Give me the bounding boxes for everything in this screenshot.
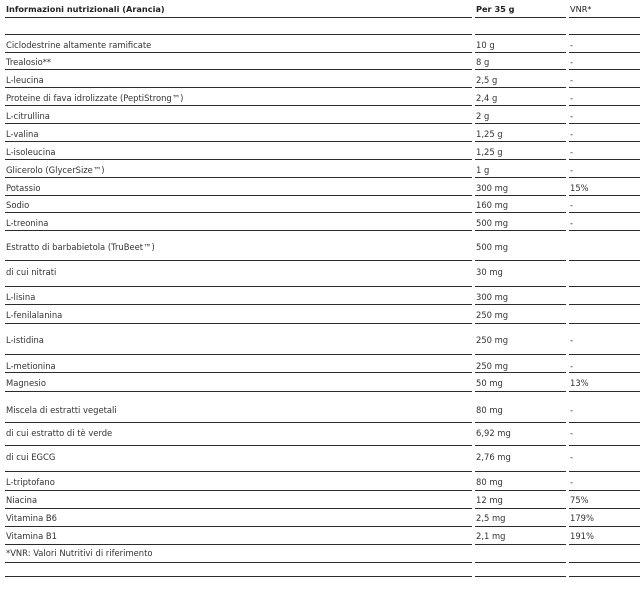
nutrient-name: Vitamina B6: [6, 513, 57, 523]
nutrient-amount: 50 mg: [476, 378, 503, 388]
nutrient-amount: 250 mg: [476, 361, 509, 371]
header-name: Informazioni nutrizionali (Arancia): [6, 4, 165, 14]
trailing-empty-row: [0, 563, 640, 577]
nutrient-vnr: -: [570, 147, 574, 157]
nutrient-vnr: 15%: [570, 183, 589, 193]
table-row: [0, 287, 640, 305]
nutrient-vnr: -: [570, 335, 574, 345]
nutrient-vnr: -: [570, 452, 574, 462]
nutrient-amount: 2,5 g: [476, 75, 498, 85]
nutrient-name: di cui estratto di tè verde: [6, 428, 113, 438]
nutrient-name: Proteine di fava idrolizzate (PeptiStrong™): [6, 93, 184, 103]
table-row: [0, 142, 640, 160]
table-row: [0, 213, 640, 231]
table-row: [0, 70, 640, 88]
header-vnr-cell: [569, 0, 640, 18]
nutrient-vnr: -: [570, 218, 574, 228]
table-row: [0, 88, 640, 106]
nutrient-vnr: 75%: [570, 495, 589, 505]
nutrient-vnr: 13%: [570, 378, 589, 388]
nutrient-name: L-valina: [6, 129, 39, 139]
nutrient-amount: 250 mg: [476, 335, 509, 345]
nutrient-name: L-leucina: [6, 75, 44, 85]
table-header: [0, 0, 640, 18]
nutrient-amount: 300 mg: [476, 183, 509, 193]
nutrient-amount: 8 g: [476, 57, 490, 67]
nutrient-name: L-isoleucina: [6, 147, 56, 157]
empty-cell: [475, 545, 566, 563]
nutrient-name: L-citrullina: [6, 111, 50, 121]
header-vnr: VNR*: [570, 4, 592, 14]
nutrient-amount: 2,5 mg: [476, 513, 506, 523]
header-amount: Per 35 g: [476, 4, 515, 14]
nutrient-vnr: -: [570, 428, 574, 438]
table-row: [0, 446, 640, 472]
table-row: [0, 196, 640, 213]
nutrient-amount: 1 g: [476, 165, 490, 175]
footnote: *VNR: Valori Nutritivi di riferimento: [6, 548, 153, 558]
nutrient-amount: 300 mg: [476, 292, 509, 302]
nutrient-amount: 2 g: [476, 111, 490, 121]
footnote-row: [0, 545, 640, 563]
table-row: [0, 472, 640, 491]
table-row: [0, 509, 640, 527]
nutrient-name: L-triptofano: [6, 477, 55, 487]
nutrient-amount: 1,25 g: [476, 147, 503, 157]
nutrient-vnr: -: [570, 361, 574, 371]
nutrient-amount: 6,92 mg: [476, 428, 511, 438]
table-row: [0, 324, 640, 355]
table-row: [0, 491, 640, 509]
nutrient-name: Miscela di estratti vegetali: [6, 405, 117, 415]
nutrient-name: Trealosio**: [6, 57, 52, 67]
table-row: [0, 178, 640, 196]
nutrient-amount: 2,76 mg: [476, 452, 511, 462]
nutrient-name: L-istidina: [6, 335, 44, 345]
nutrient-vnr: 179%: [570, 513, 594, 523]
nutrient-amount: 250 mg: [476, 310, 509, 320]
nutrient-vnr: -: [570, 200, 574, 210]
nutrient-name: Sodio: [6, 200, 30, 210]
nutrient-amount: 2,4 g: [476, 93, 498, 103]
nutrient-amount: 500 mg: [476, 242, 509, 252]
nutrient-name: L-metionina: [6, 361, 56, 371]
table-row: [0, 355, 640, 373]
nutrient-name: Magnesio: [6, 378, 46, 388]
table-row: [0, 423, 640, 446]
nutrient-amount: 160 mg: [476, 200, 509, 210]
nutrient-name: di cui nitrati: [6, 267, 57, 277]
table-row: [0, 124, 640, 142]
spacer-cell: [5, 18, 472, 35]
nutrient-amount: 30 mg: [476, 267, 503, 277]
empty-cell: [5, 563, 472, 577]
nutrient-vnr: -: [570, 75, 574, 85]
nutrient-vnr: -: [570, 57, 574, 67]
nutrient-name: di cui EGCG: [6, 452, 56, 462]
table-row: [0, 373, 640, 392]
nutrient-amount: 2,1 mg: [476, 531, 506, 541]
empty-cell: [569, 545, 640, 563]
table-row: [0, 305, 640, 324]
table-row: [0, 261, 640, 287]
nutrient-name: Potassio: [6, 183, 41, 193]
header-amount-cell: [475, 0, 566, 18]
table-row: [0, 527, 640, 545]
nutrient-amount: 12 mg: [476, 495, 503, 505]
nutrient-name: Ciclodestrine altamente ramificate: [6, 40, 152, 50]
nutrient-name: Glicerolo (GlycerSize™): [6, 165, 105, 175]
nutrient-amount: 1,25 g: [476, 129, 503, 139]
spacer-row: [0, 18, 640, 35]
table-row: [0, 392, 640, 423]
header-name-cell: [5, 0, 472, 18]
nutrient-name: L-fenilalanina: [6, 310, 63, 320]
nutrient-name: L-lisina: [6, 292, 36, 302]
empty-cell: [475, 563, 566, 577]
nutrient-name: Niacina: [6, 495, 38, 505]
nutrient-vnr: -: [570, 129, 574, 139]
table-row: [0, 35, 640, 53]
nutrient-vnr: -: [570, 165, 574, 175]
table-row: [0, 53, 640, 70]
nutrient-amount: 80 mg: [476, 405, 503, 415]
table-row: [0, 160, 640, 178]
spacer-cell: [475, 18, 566, 35]
nutrient-name: Estratto di barbabietola (TruBeet™): [6, 242, 155, 252]
nutrient-name: Vitamina B1: [6, 531, 57, 541]
nutrient-vnr: -: [570, 477, 574, 487]
nutrient-vnr: 191%: [570, 531, 594, 541]
nutrient-amount: 10 g: [476, 40, 495, 50]
nutrient-name: L-treonina: [6, 218, 49, 228]
empty-cell: [569, 563, 640, 577]
nutrient-vnr: -: [570, 93, 574, 103]
nutrient-amount: 500 mg: [476, 218, 509, 228]
nutrient-vnr: -: [570, 111, 574, 121]
table-row: [0, 106, 640, 124]
nutrient-vnr: -: [570, 40, 574, 50]
spacer-cell: [569, 18, 640, 35]
table-row: [0, 231, 640, 261]
nutrient-vnr: -: [570, 405, 574, 415]
nutrient-amount: 80 mg: [476, 477, 503, 487]
